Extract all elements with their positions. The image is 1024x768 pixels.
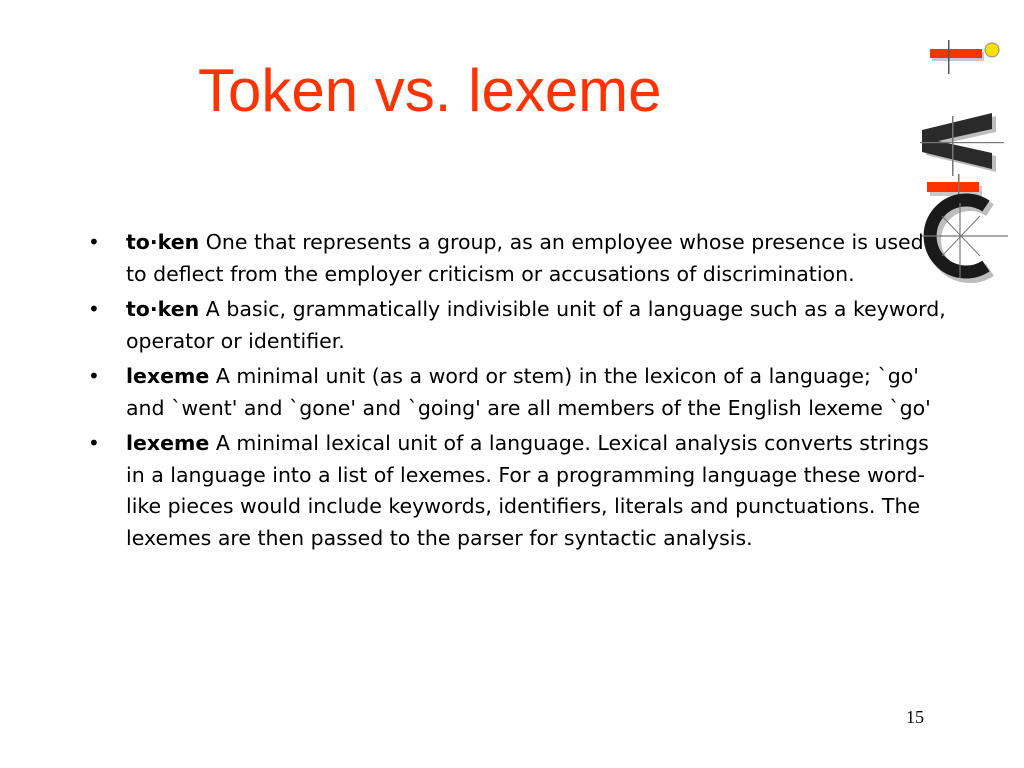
bullet-dot-icon: • bbox=[88, 364, 100, 388]
bullet-term: lexeme bbox=[126, 364, 210, 388]
bullet-item bbox=[86, 361, 946, 424]
bullet-dot-icon: • bbox=[88, 431, 100, 455]
bullet-dot-icon: • bbox=[88, 297, 100, 321]
page-number: 15 bbox=[906, 707, 924, 727]
bullet-definition: A basic, grammatically indivisible unit of a language such as a keyword, operator or identifier. bbox=[126, 297, 946, 353]
bullet-definition: A minimal unit (as a word or stem) in the lexicon of a language; `go' and `went' and `gone' and `going' are all members of the English lexeme `go' bbox=[126, 364, 931, 420]
logo-letter-i bbox=[930, 40, 999, 74]
bullet-item bbox=[86, 227, 946, 290]
bullet-term: lexeme bbox=[126, 431, 210, 455]
bullet-item bbox=[86, 294, 946, 357]
bullet-list bbox=[86, 227, 946, 558]
logo-letter-a bbox=[920, 113, 1004, 176]
bullet-definition: A minimal lexical unit of a language. Lexical analysis converts strings in a language into a list of lexemes. For a programming language these word-like pieces would include keywords, identifiers, literals and punctuations. The lexemes are then passed to the parser for syntactic analysis. bbox=[126, 431, 929, 550]
bullet-definition: One that represents a group, as an employee whose presence is used to deflect from the employer criticism or accusations of discrimination. bbox=[126, 230, 924, 286]
bullet-dot-icon: • bbox=[88, 230, 100, 254]
slide-title: Token vs. lexeme bbox=[198, 57, 662, 124]
bullet-item bbox=[86, 428, 946, 554]
bullet-term: to·ken bbox=[126, 297, 200, 321]
bullet-term: to·ken bbox=[126, 230, 200, 254]
